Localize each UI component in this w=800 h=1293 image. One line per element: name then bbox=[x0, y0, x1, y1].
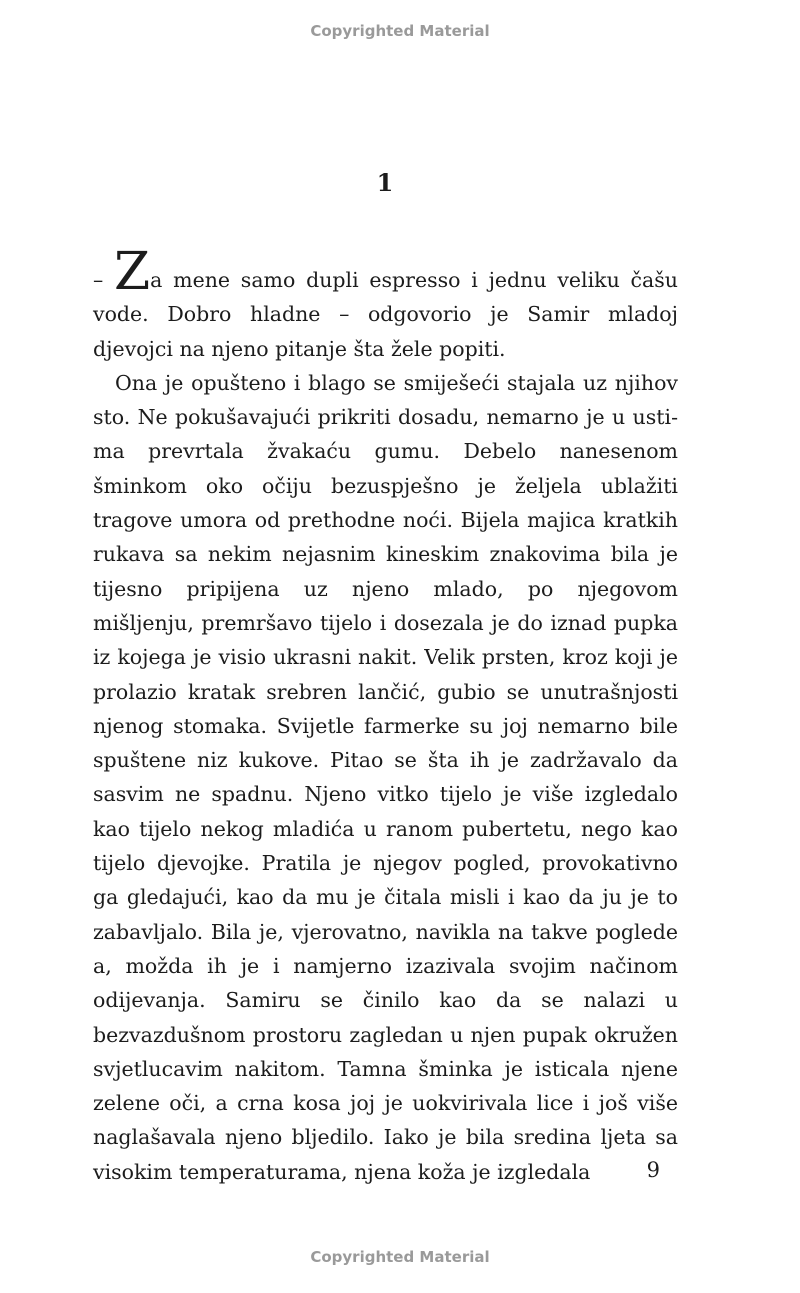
chapter-number: 1 bbox=[376, 168, 394, 197]
watermark-bottom: Copyrighted Material bbox=[310, 1248, 490, 1266]
drop-cap: Z bbox=[114, 242, 151, 302]
page-number: 9 bbox=[646, 1158, 660, 1182]
paragraph-1-text: a mene samo dupli espresso i jednu veliku čašu vode. Dobro hladne – odgovorio je Samir mladoj djevojci na njeno pitanje šta žele popiti. bbox=[93, 268, 678, 361]
watermark-top: Copyrighted Material bbox=[310, 22, 490, 40]
paragraph-2: Ona je opušteno i blago se smiješeći stajala uz njihov sto. Ne pokušavajući prikriti dosadu, nemarno je u ustima prevrtala žvakaću gumu. Debelo nanesenom šminkom oko očiju bezuspješno je željela ublažiti tragove umora od prethodne noći. Bijela majica kratkih rukava sa nekim nejasnim kineskim znakovima bila je tijesno pripijena uz njeno mlado, po njegovom mišljenju, premršavo tijelo i dosezala je do iznad pupka iz kojega je visio ukrasni nakit. Velik prsten, kroz koji je prolazio kratak srebren lančić, gubio se unutrašnjosti njenog stomaka. Svijetle farmerke su joj nemarno bile spuštene niz kukove. Pitao se šta ih je zadržavalo da sasvim ne spadnu. Njeno vitko tijelo je više izgledalo kao tijelo nekog mladića u ranom pubertetu, nego kao tijelo djevojke. Pratila je njegov pogled, provokativno ga gledajući, kao da mu je čitala misli i kao da ju je to zabavljalo. Bila je, vjerovatno, navikla na takve poglede a, možda ih je i namjerno izazivala svojim načinom odijevanja. Samiru se činilo kao da se nalazi u bezvazdušnom prostoru zagledan u njen pupak okružen svjetlucavim nakitom. Tamna šminka je isticala njene zelene oči, a crna kosa joj je uokvirivala lice i još više naglašavala njeno bljedilo. Iako je bila sredina ljeta sa visokim temperaturama, njena koža je izgledala bbox=[93, 370, 678, 1184]
lead-dash: – bbox=[93, 268, 115, 292]
paragraph-1 bbox=[93, 242, 678, 366]
body-text bbox=[93, 242, 678, 1189]
